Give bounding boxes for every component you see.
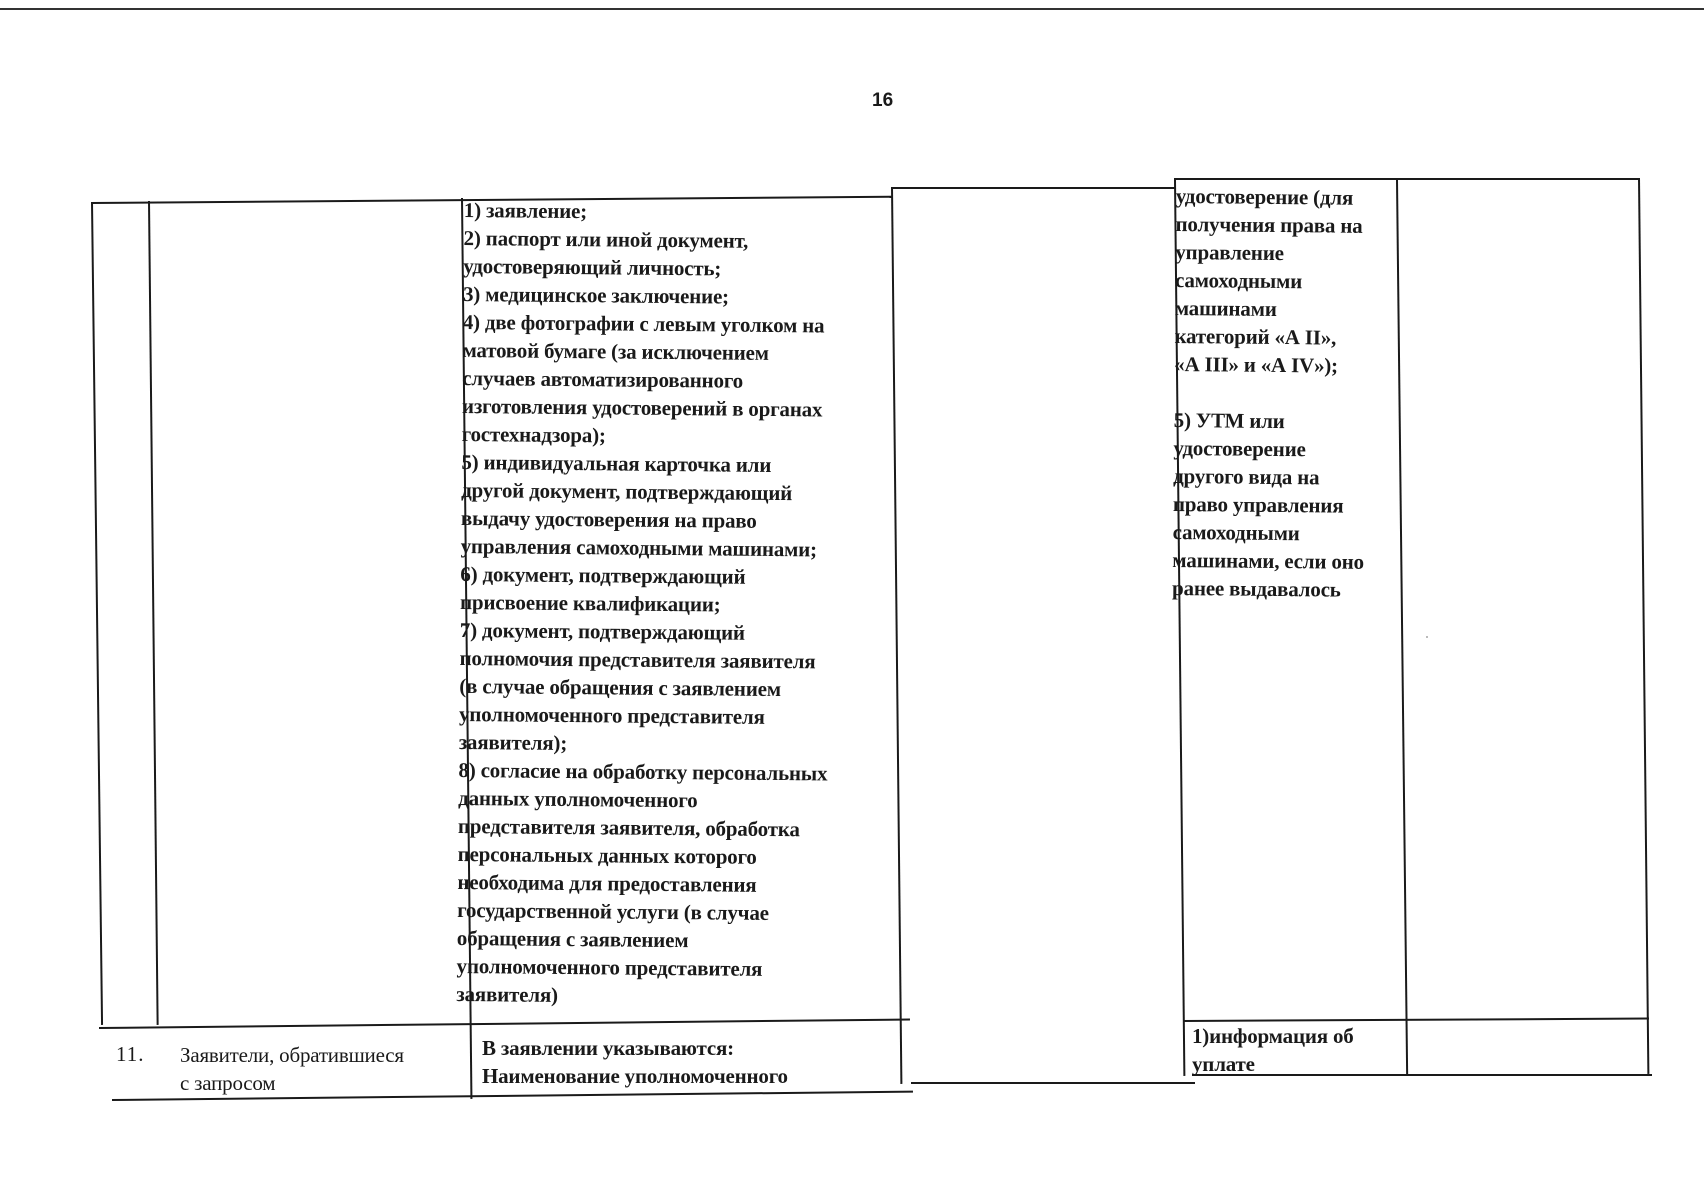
list-item: другой документ, подтверждающий (461, 477, 793, 506)
col-line-6 (1396, 180, 1408, 1075)
list-item: необходима для предоставления (457, 869, 757, 897)
list-item: выдачу удостоверения на право (460, 505, 757, 533)
list-item: персональных данных которого (457, 841, 757, 869)
list-item: категорий «А II», (1174, 323, 1337, 350)
row-11-number: 11. (116, 1042, 145, 1066)
list-item: представителя заявителя, обработка (457, 813, 800, 842)
list-item: 5) УТМ или (1173, 407, 1285, 434)
list-item: машинами, если оно (1172, 547, 1365, 574)
list-item: случаев автоматизированного (462, 365, 744, 393)
list-item: заявителя); (458, 729, 568, 756)
list-item: уполномоченного представителя (456, 953, 763, 981)
list-item: 8) согласие на обработку персональных (458, 757, 828, 786)
list-item: 1) заявление; (463, 197, 588, 224)
scan-top-edge (0, 0, 1704, 10)
list-item: другого вида на (1173, 463, 1320, 490)
list-item: гостехнадзора); (461, 421, 606, 448)
col-line-2 (148, 201, 159, 1025)
list-item: обращения с заявлением (456, 925, 689, 953)
list-item: данных уполномоченного (458, 785, 698, 813)
list-item: уполномоченного представителя (458, 701, 765, 729)
cell-line: 1)информация об (1192, 1024, 1354, 1048)
list-item: заявителя) (456, 981, 558, 1007)
list-item: самоходными (1174, 267, 1303, 294)
list-item: машинами (1174, 295, 1277, 321)
list-item: удостоверяющий личность; (463, 253, 722, 281)
list-item: 5) индивидуальная карточка или (461, 449, 772, 477)
list-item: изготовления удостоверений в органах (461, 393, 823, 422)
table-top-border-right (1174, 178, 1640, 180)
issued-documents-cell (1172, 182, 1368, 604)
list-item: 4) две фотографии с левым уголком на (462, 309, 825, 338)
list-item: матовой бумаге (за исключением (462, 337, 769, 365)
list-item (1174, 378, 1366, 408)
col-line-1 (91, 202, 103, 1025)
documents-list-cell (456, 196, 833, 1012)
list-item: 6) документ, подтверждающий (460, 561, 746, 589)
list-item: самоходными (1172, 519, 1300, 546)
list-item: управление (1175, 239, 1284, 266)
list-item: удостоверение (для (1175, 183, 1354, 210)
row-divider-left (99, 1019, 910, 1029)
list-item: право управления (1172, 491, 1344, 518)
row-11-applicant-cell (180, 1041, 404, 1097)
cell-line: с запросом (180, 1071, 276, 1095)
page-number: 16 (872, 90, 894, 111)
list-item: 7) документ, подтверждающий (459, 617, 745, 645)
col-line-4 (891, 187, 902, 1084)
list-item: (в случае обращения с заявлением (459, 673, 782, 702)
list-item: государственной услуги (в случае (457, 897, 769, 925)
list-item: удостоверение (1173, 435, 1306, 462)
cell-line: Заявители, обратившиеся (180, 1043, 404, 1067)
list-item: «А III» и «А IV»); (1174, 351, 1339, 378)
cell-line: уплате (1192, 1052, 1255, 1076)
list-item: 2) паспорт или иной документ, (463, 225, 749, 253)
cell-line: В заявлении указываются: (482, 1036, 734, 1060)
list-item: управления самоходными машинами; (460, 533, 818, 562)
table-bottom-border-middle (911, 1082, 1195, 1084)
table-top-border-middle (891, 187, 1175, 189)
list-item: 3) медицинское заключение; (462, 281, 730, 309)
list-item: полномочия представителя заявителя (459, 645, 816, 674)
scan-speck (1426, 636, 1428, 638)
list-item: получения права на (1175, 211, 1363, 238)
list-item: присвоение квалификации; (459, 589, 721, 617)
cell-line: Наименование уполномоченного (482, 1064, 788, 1088)
row-11-application-cell (482, 1034, 788, 1090)
row-11-issued-cell (1192, 1022, 1354, 1078)
list-item: ранее выдавалось (1171, 575, 1341, 602)
col-line-7 (1638, 178, 1649, 1074)
